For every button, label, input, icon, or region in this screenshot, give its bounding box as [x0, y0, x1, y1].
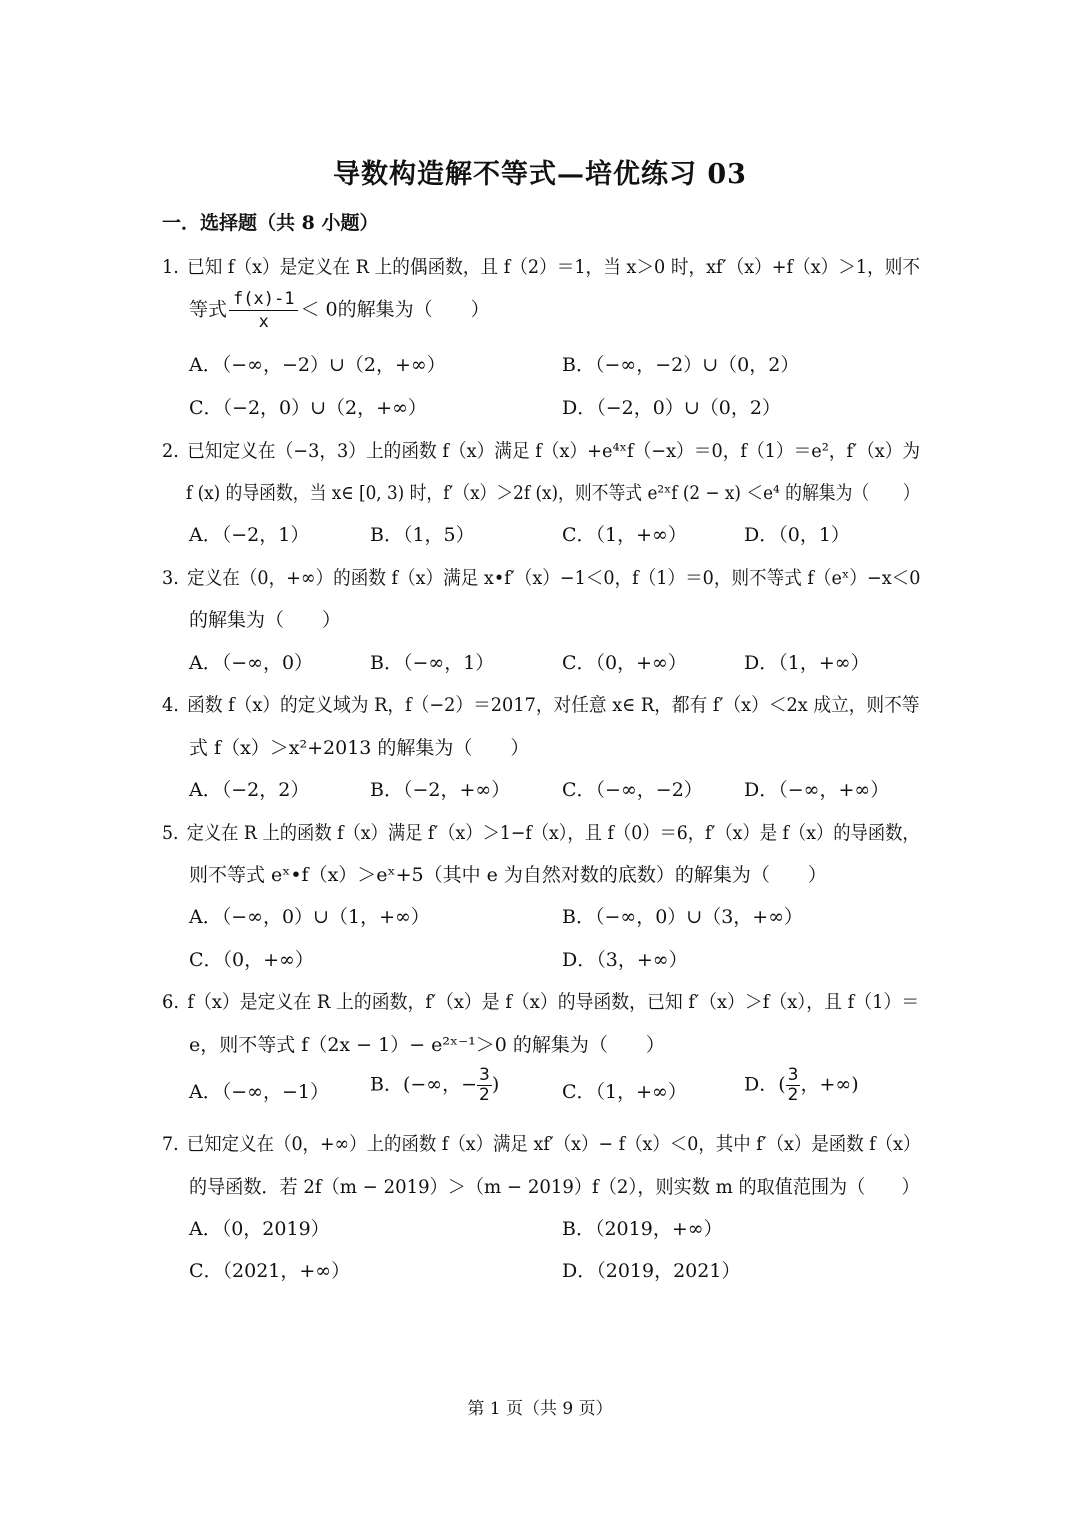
option-b — [370, 1066, 499, 1105]
option-b: B．（2019，+∞） — [562, 1218, 723, 1240]
question-number: 1. — [162, 256, 179, 278]
option-d: D．（−∞，+∞） — [744, 779, 890, 801]
option-text: ) — [491, 1073, 500, 1096]
question-text: ＜ 0的解集为（ ） — [300, 298, 490, 321]
question-text: 已知定义在（−3，3）上的函数 f（x）满足 f（x）+e⁴ˣf（−x）＝0，f（1）＝e²，f′（x）为 — [187, 440, 921, 462]
question-6-line-2: e，则不等式 f（2x − 1）− e²ˣ⁻¹＞0 的解集为（ ） — [189, 1034, 665, 1056]
option-a: A．（0，2019） — [189, 1218, 330, 1240]
option-c: C．（0，+∞） — [189, 949, 314, 971]
option-a: A．（−2，2） — [189, 779, 310, 801]
question-number: 2. — [162, 440, 179, 462]
option-b: B．（1，5） — [370, 524, 475, 546]
question-text: 定义在（0，+∞）的函数 f（x）满足 x•f′（x）−1＜0，f（1）＝0，则不等式 f（eˣ）−x＜0 — [187, 567, 921, 589]
option-a: A．（−2，1） — [189, 524, 310, 546]
question-4-line-1 — [162, 690, 920, 717]
option-b: B．（−2，+∞） — [370, 779, 511, 801]
option-c: C．（−2，0）∪（2，+∞） — [189, 397, 427, 419]
fraction-denominator: x — [258, 312, 269, 332]
option-b: B．（−∞，−2）∪（0，2） — [562, 354, 800, 376]
question-3-line-2: 的解集为（ ） — [189, 609, 342, 631]
option-text: ，+∞) — [800, 1073, 859, 1096]
fraction — [786, 1066, 801, 1105]
fraction — [229, 288, 298, 333]
option-a: A．（−∞，−2）∪（2，+∞） — [189, 354, 446, 376]
question-7-line-1 — [162, 1129, 921, 1156]
option-text: D．( — [744, 1073, 786, 1096]
option-a: A．（−∞，0）∪（1，+∞） — [189, 906, 430, 928]
question-number: 7. — [162, 1133, 179, 1155]
question-1-line-2 — [189, 288, 490, 333]
fraction-denominator: 2 — [787, 1085, 799, 1105]
question-2-line-2: f (x) 的导函数，当 x∈ [0, 3) 时，f′（x）＞2f (x)，则不等式 e²ˣf (2 − x) ＜e⁴ 的解集为（ ） — [186, 482, 920, 504]
question-text: 等式 — [189, 298, 228, 321]
fraction — [477, 1066, 492, 1105]
option-d: D．（−2，0）∪（0，2） — [562, 397, 781, 419]
option-a: A．（−∞，0） — [189, 652, 314, 674]
question-number: 5. — [162, 822, 179, 844]
question-2-line-1 — [162, 436, 921, 463]
fraction-numerator: 3 — [479, 1065, 490, 1085]
section-heading: 一．选择题（共 8 小题） — [162, 212, 379, 234]
question-1-line-1 — [162, 252, 921, 279]
question-text: 定义在 R 上的函数 f（x）满足 f′（x）＞1−f（x），且 f（0）＝6，f′（x）是 f（x）的导函数， — [186, 822, 920, 844]
option-b: B．（−∞，1） — [370, 652, 495, 674]
option-d: D．（3，+∞） — [562, 949, 688, 971]
option-c: C．（2021，+∞） — [189, 1260, 351, 1282]
fraction-denominator: 2 — [479, 1085, 490, 1105]
option-c: C．（1，+∞） — [562, 524, 687, 546]
option-d: D．（1，+∞） — [744, 652, 870, 674]
question-3-line-1 — [162, 563, 921, 590]
fraction-numerator: f(x)-1 — [229, 288, 298, 311]
question-6-line-1 — [162, 987, 920, 1014]
question-4-line-2: 式 f（x）＞x²+2013 的解集为（ ） — [189, 737, 530, 759]
option-a: A．（−∞，−1） — [189, 1081, 329, 1103]
question-number: 3. — [162, 567, 179, 589]
option-d: D．（2019，2021） — [562, 1260, 741, 1282]
question-text: 已知定义在（0，+∞）上的函数 f（x）满足 xf′（x）− f（x）＜0，其中 f′（x）是函数 f（x） — [186, 1133, 921, 1155]
question-number: 6. — [162, 991, 180, 1013]
option-d: D．（0，1） — [744, 524, 850, 546]
option-b: B．（−∞，0）∪（3，+∞） — [562, 906, 804, 928]
fraction-numerator: 3 — [787, 1065, 799, 1085]
option-c: C．（1，+∞） — [562, 1081, 687, 1103]
question-5-line-2: 则不等式 eˣ•f（x）＞eˣ+5（其中 e 为自然对数的底数）的解集为（ ） — [189, 864, 827, 886]
question-text: f（x）是定义在 R 上的函数，f′（x）是 f（x）的导函数，已知 f′（x）＞f（x），且 f（1）＝ — [187, 991, 920, 1013]
question-number: 4. — [162, 694, 179, 716]
option-c: C．（0，+∞） — [562, 652, 687, 674]
question-text: 函数 f（x）的定义域为 R，f（−2）＝2017，对任意 x∈ R，都有 f′（x）＜2x 成立，则不等 — [187, 694, 920, 716]
question-7-line-2: 的导函数．若 2f（m − 2019）＞（m − 2019）f（2），则实数 m 的取值范围为（ ） — [189, 1176, 920, 1198]
page-footer: 第 1 页（共 9 页） — [467, 1399, 613, 1419]
option-text: B．(−∞，− — [370, 1073, 478, 1096]
question-text: 已知 f（x）是定义在 R 上的偶函数，且 f（2）＝1，当 x＞0 时，xf′（x）+f（x）＞1，则不 — [187, 256, 921, 278]
question-5-line-1 — [162, 818, 920, 845]
page-title: 导数构造解不等式—培优练习 03 — [333, 159, 747, 190]
option-c: C．（−∞，−2） — [562, 779, 703, 801]
option-d — [744, 1066, 859, 1105]
